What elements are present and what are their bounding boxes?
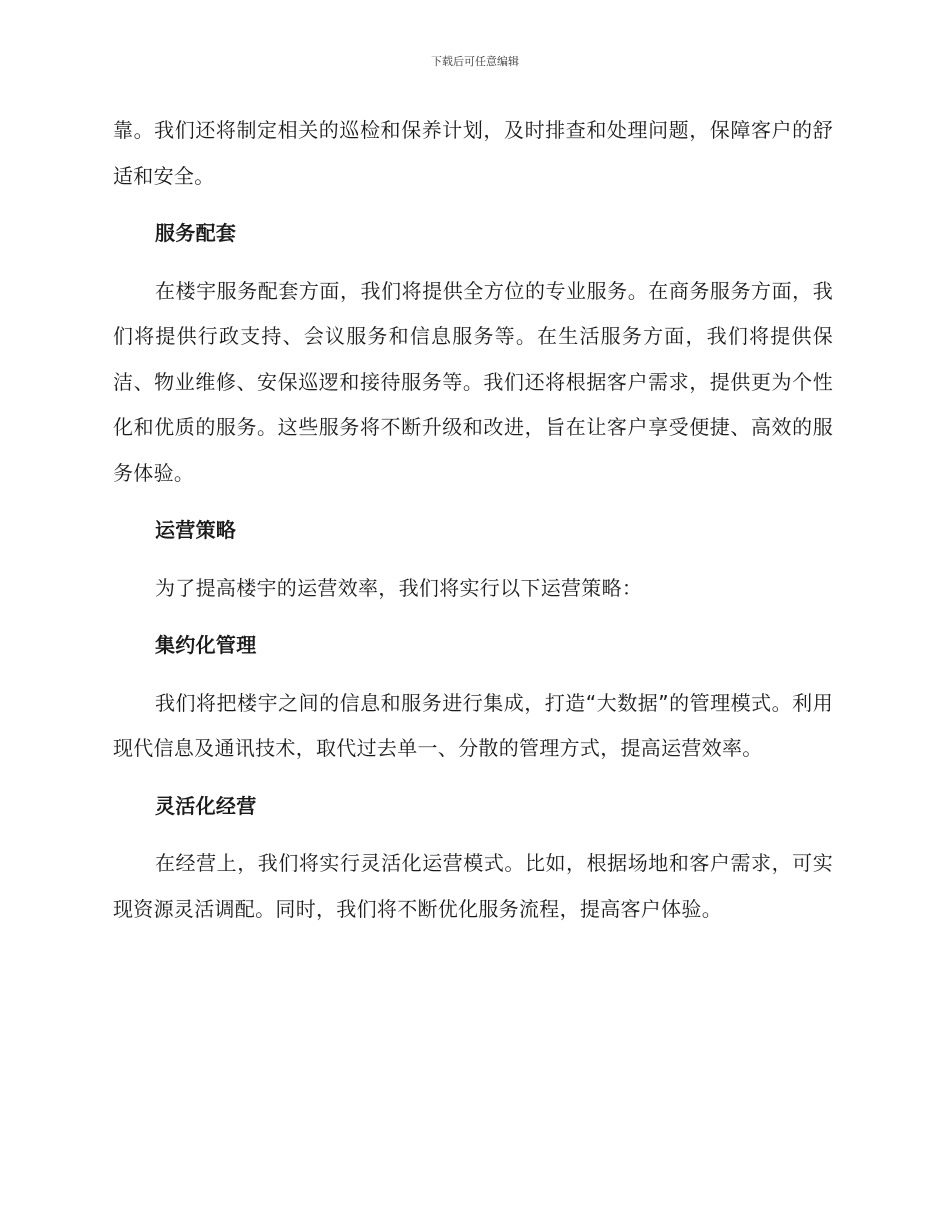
paragraph-service-support: 在楼宇服务配套方面，我们将提供全方位的专业服务。在商务服务方面，我们将提供行政支持、会议服务和信息服务等。在生活服务方面，我们将提供保洁、物业维修、安保巡逻和接待服务等。我们还将根据客户需求，提供更为个性化和优质的服务。这些服务将不断升级和改进，旨在让客户享受便捷、高效的服务体验。 <box>113 278 833 485</box>
paragraph-intensive-management: 我们将把楼宇之间的信息和服务进行集成，打造“大数据”的管理模式。利用现代信息及通讯技术，取代过去单一、分散的管理方式，提高运营效率。 <box>113 690 833 760</box>
paragraph-operation-strategy: 为了提高楼宇的运营效率，我们将实行以下运营策略： <box>155 575 643 600</box>
section-heading-flexible-operation: 灵活化经营 <box>155 793 257 818</box>
section-heading-intensive-management: 集约化管理 <box>155 633 257 657</box>
section-heading-operation-strategy: 运营策略 <box>155 518 237 542</box>
document-body <box>113 108 833 932</box>
page-header: 下载后可任意编辑 <box>431 55 519 68</box>
section-heading-service-support: 服务配套 <box>155 221 237 245</box>
paragraph-continuation: 靠。我们还将制定相关的巡检和保养计划，及时排查和处理问题，保障客户的舒适和安全。 <box>113 118 833 188</box>
paragraph-flexible-operation: 在经营上，我们将实行灵活化运营模式。比如，根据场地和客户需求，可实现资源灵活调配。同时，我们将不断优化服务流程，提高客户体验。 <box>113 851 833 921</box>
